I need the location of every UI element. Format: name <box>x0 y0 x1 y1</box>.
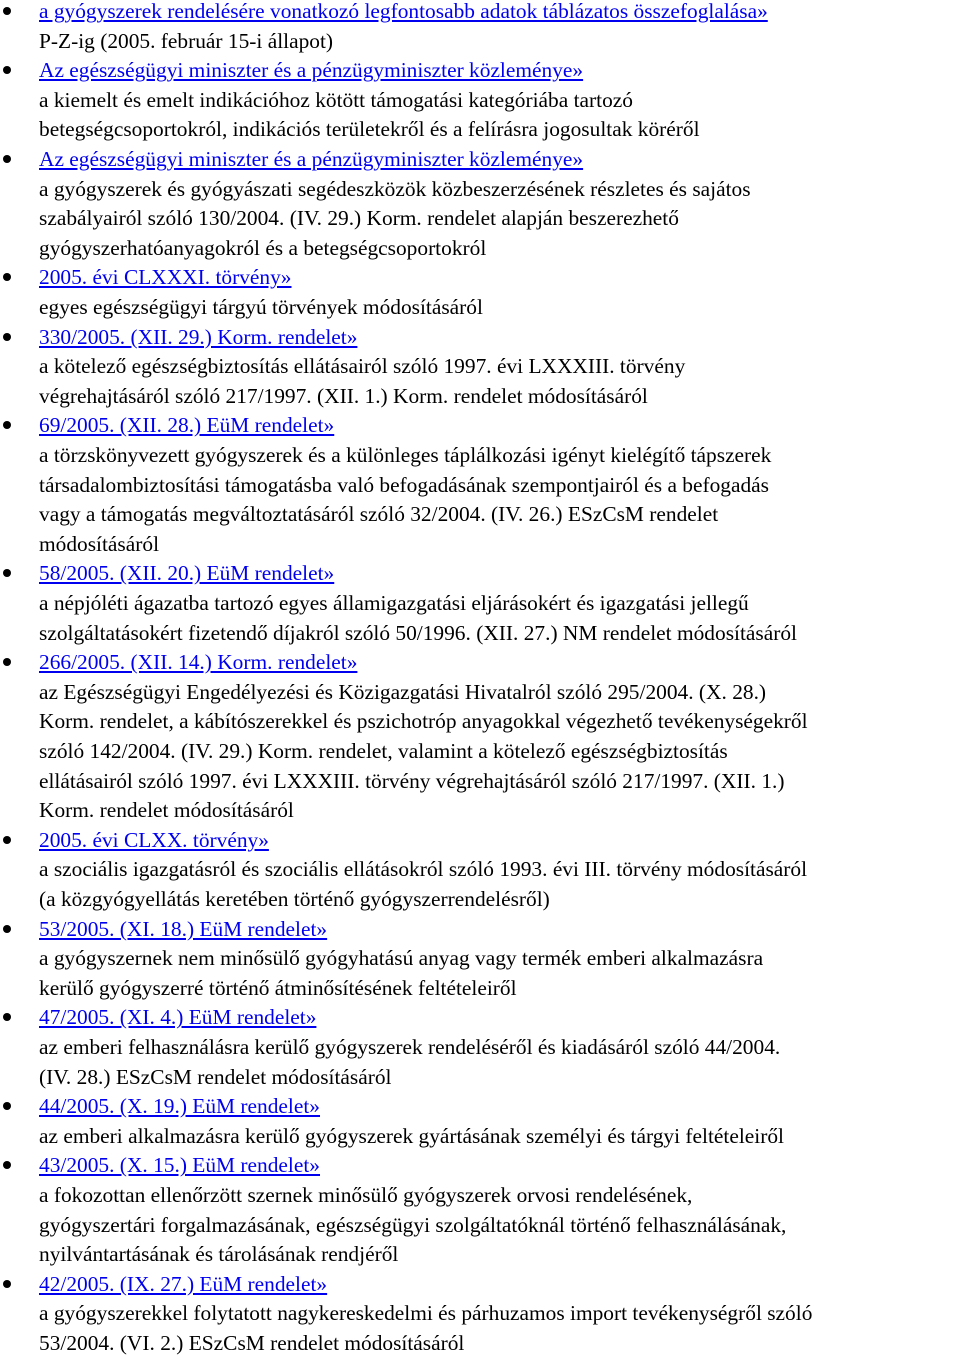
link-line <box>39 825 269 855</box>
regulation-description: (a közgyógyellátás keretében történő gyógyszerrendelésről) <box>39 886 550 911</box>
regulation-description: az Egészségügyi Engedélyezési és Közigazgatási Hivatalról szóló 295/2004. (X. 28.) <box>39 679 767 704</box>
link-line <box>39 1091 320 1121</box>
regulation-description: P-Z-ig (2005. február 15-i állapot) <box>39 28 334 53</box>
regulation-link[interactable]: 69/2005. (XII. 28.) EüM rendelet» <box>39 413 335 438</box>
bullet-icon <box>3 7 11 15</box>
regulation-link[interactable]: 44/2005. (X. 19.) EüM rendelet» <box>39 1094 320 1119</box>
regulation-description: (IV. 28.) ESzCsM rendelet módosításáról <box>39 1064 392 1089</box>
bullet-icon <box>3 66 11 74</box>
regulation-link[interactable]: Az egészségügyi miniszter és a pénzügyminiszter közleménye» <box>39 58 584 83</box>
link-line <box>39 647 357 677</box>
regulation-description: szóló 142/2004. (IV. 29.) Korm. rendelet, valamint a kötelező egészségbiztosítás <box>39 738 728 763</box>
regulation-description: Korm. rendelet, a kábítószerekkel és pszichotróp anyagokkal végezhető tevékenységekről <box>39 709 808 734</box>
regulation-description: a gyógyszernek nem minősülő gyógyhatású anyag vagy termék emberi alkalmazásra <box>39 946 764 971</box>
link-line <box>39 1002 316 1032</box>
regulation-description: Korm. rendelet módosításáról <box>39 798 294 823</box>
regulation-description: a kiemelt és emelt indikációhoz kötött támogatási kategóriába tartozó <box>39 87 633 112</box>
regulation-description: gyógyszerhatóanyagokról és a betegségcsoportokról <box>39 235 487 260</box>
regulation-description: az emberi felhasználásra kerülő gyógyszerek rendeléséről és kiadásáról szóló 44/2004. <box>39 1034 781 1059</box>
link-line <box>39 1150 320 1180</box>
link-line <box>39 410 334 440</box>
regulation-description: ellátásairól szóló 1997. évi LXXXIII. törvény végrehajtásáról szóló 217/1997. (XII. 1.) <box>39 768 785 793</box>
regulation-description: vagy a támogatás megváltoztatásáról szóló 32/2004. (IV. 26.) ESzCsM rendelet <box>39 502 719 527</box>
regulation-link[interactable]: 2005. évi CLXX. törvény» <box>39 827 269 852</box>
regulation-link[interactable]: 53/2005. (XI. 18.) EüM rendelet» <box>39 916 328 941</box>
link-line <box>39 914 327 944</box>
bullet-icon <box>3 333 11 341</box>
link-line <box>39 144 583 174</box>
link-line <box>39 558 334 588</box>
link-line <box>39 55 583 85</box>
link-line <box>39 262 292 292</box>
regulation-link[interactable]: 2005. évi CLXXXI. törvény» <box>39 265 292 290</box>
regulation-description: kerülő gyógyszerré történő átminősítésének feltételeiről <box>39 975 517 1000</box>
link-line <box>39 322 357 352</box>
regulation-link[interactable]: 47/2005. (XI. 4.) EüM rendelet» <box>39 1005 317 1030</box>
bullet-icon <box>3 925 11 933</box>
regulation-description: a törzskönyvezett gyógyszerek és a különleges táplálkozási igényt kielégítő tápszerek <box>39 442 772 467</box>
bullet-icon <box>3 1161 11 1169</box>
bullet-icon <box>3 273 11 281</box>
regulation-description: a népjóléti ágazatba tartozó egyes államigazgatási eljárásokért és igazgatási jellegű <box>39 590 749 615</box>
link-line <box>39 1269 327 1299</box>
regulation-link[interactable]: 42/2005. (IX. 27.) EüM rendelet» <box>39 1271 328 1296</box>
regulation-description: a kötelező egészségbiztosítás ellátásairól szóló 1997. évi LXXXIII. törvény <box>39 354 686 379</box>
bullet-icon <box>3 658 11 666</box>
bullet-icon <box>3 421 11 429</box>
bullet-icon <box>3 569 11 577</box>
regulation-link[interactable]: 58/2005. (XII. 20.) EüM rendelet» <box>39 561 335 586</box>
regulation-link[interactable]: Az egészségügyi miniszter és a pénzügyminiszter közleménye» <box>39 147 584 171</box>
regulation-link[interactable]: 330/2005. (XII. 29.) Korm. rendelet» <box>39 324 358 349</box>
bullet-icon <box>3 1013 11 1021</box>
bullet-icon <box>3 836 11 844</box>
regulation-description: módosításáról <box>39 531 160 556</box>
bullet-icon <box>3 1280 11 1288</box>
regulation-description: társadalombiztosítási támogatásba való befogadásának szempontjairól és a befogadás <box>39 472 769 497</box>
regulation-link[interactable]: a gyógyszerek rendelésére vonatkozó legfontosabb adatok táblázatos összefoglalása» <box>39 0 768 23</box>
bullet-icon <box>3 1102 11 1110</box>
regulation-description: az emberi alkalmazásra kerülő gyógyszerek gyártásának személyi és tárgyi feltételeiről <box>39 1123 784 1148</box>
regulation-description: a szociális igazgatásról és szociális ellátásokról szóló 1993. évi III. törvény módosításáról <box>39 857 808 882</box>
regulation-link[interactable]: 266/2005. (XII. 14.) Korm. rendelet» <box>39 650 358 675</box>
regulation-description: szabályairól szóló 130/2004. (IV. 29.) Korm. rendelet alapján beszerezhető <box>39 206 679 231</box>
regulation-description: 53/2004. (VI. 2.) ESzCsM rendelet módosításáról <box>39 1330 465 1355</box>
regulation-description: egyes egészségügyi tárgyú törvények módosításáról <box>39 294 483 319</box>
regulation-description: betegségcsoportokról, indikációs területekről és a felírásra jogosultak köréről <box>39 117 700 142</box>
bullet-icon <box>3 155 11 163</box>
regulation-description: a gyógyszerekkel folytatott nagykereskedelmi és párhuzamos import tevékenységről szóló <box>39 1301 813 1326</box>
regulation-description: nyilvántartásának és tárolásának rendjéről <box>39 1242 399 1267</box>
regulation-description: a fokozottan ellenőrzött szernek minősülő gyógyszerek orvosi rendelésének, <box>39 1182 693 1207</box>
regulation-description: a gyógyszerek és gyógyászati segédeszközök közbeszerzésének részletes és sajátos <box>39 176 751 201</box>
regulation-description: végrehajtásáról szóló 217/1997. (XII. 1.) Korm. rendelet módosításáról <box>39 383 648 408</box>
regulation-description: gyógyszertári forgalmazásának, egészségügyi szolgáltatóknál történő felhasználásának, <box>39 1212 787 1237</box>
regulation-link[interactable]: 43/2005. (X. 15.) EüM rendelet» <box>39 1153 320 1178</box>
link-line <box>39 0 768 26</box>
regulation-description: szolgáltatásokért fizetendő díjakról szóló 50/1996. (XII. 27.) NM rendelet módosításáról <box>39 620 797 645</box>
